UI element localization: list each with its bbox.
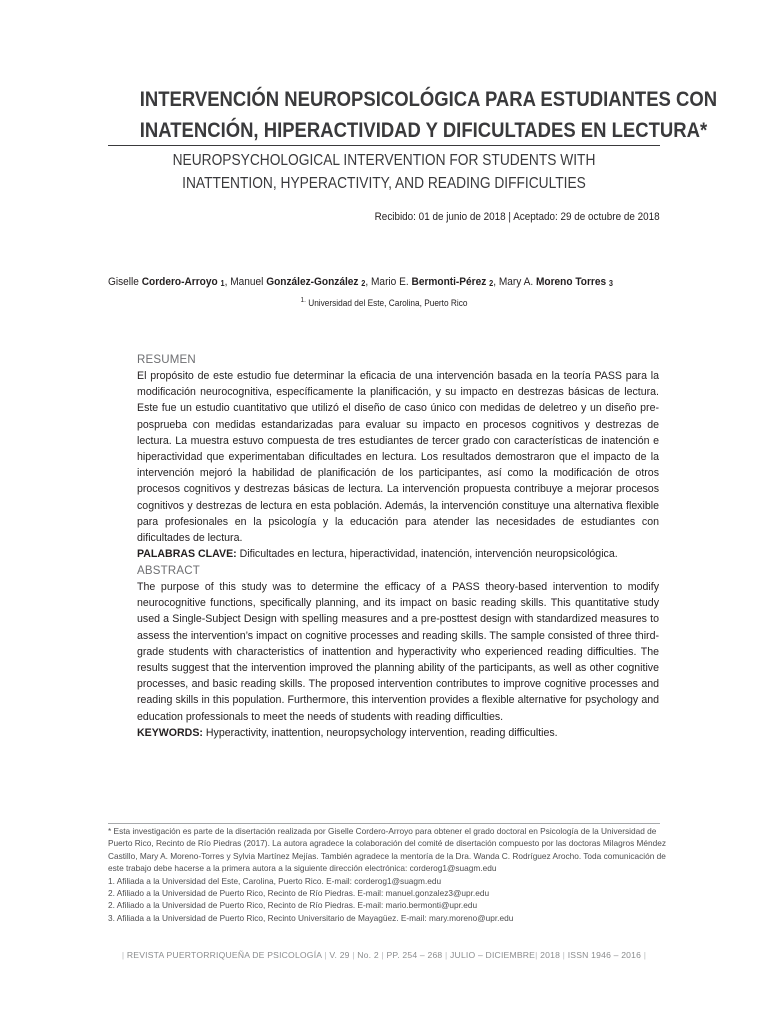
english-title-line-2: INATTENTION, HYPERACTIVITY, AND READING DIFFICULTIES — [182, 175, 586, 192]
footnote-email-link[interactable]: corderog1@suagm.edu — [354, 875, 442, 886]
author-family-name: Cordero-Arroyo — [141, 276, 218, 288]
resumen-heading: RESUMEN — [137, 354, 196, 366]
affiliation-line — [123, 294, 646, 310]
author-affiliation-mark: 3 — [608, 279, 614, 288]
resumen-section — [137, 352, 659, 562]
resumen-keywords — [137, 546, 659, 562]
abstract-body: The purpose of this study was to determine the efficacy of a PASS theory-based intervention to modify neurocognitive functions, specifically planning, and its impact on basic reading skills. This quantitative study used a Single-Subject Design with spelling measures and a pre-posttest design with standardized measures to assess the intervention’s impact on cognitive processes and reading skills. The sample consisted of three third-grade students with characteristics of inattention and hyperactivity who experienced reading difficulties. The results suggest that the intervention improved the planning ability of the participants, as well as other cognitive processes, and basic reading skills. The proposed intervention contributes to improve cognitive processes and reading skills in this population. Furthermore, this intervention provides a flexible alternative for psychology and education professionals to meet the needs of students with reading difficulties. — [137, 581, 659, 723]
author-affiliation-mark: 1 — [220, 279, 225, 288]
author-family-name: Bermonti-Pérez — [411, 276, 487, 288]
author-given-name: Giselle — [108, 276, 139, 288]
footnote-email-link[interactable]: manuel.gonzalez3@upr.edu — [385, 888, 490, 899]
footnote-item — [108, 875, 668, 887]
running-footer: | REVISTA PUERTORRIQUEÑA DE PSICOLOGÍA | V. 29 | No. 2 | PP. 254 – 268 | JULIO – DICIEMBRE| 2018 | ISSN 1946 – 2016 | — [121, 950, 647, 960]
author-affiliation-mark: 2 — [489, 279, 494, 288]
author-given-name: Mario E. — [371, 276, 409, 288]
spanish-title — [139, 84, 718, 146]
footnote-text: 2. Afiliado a la Universidad de Puerto Rico, Recinto de Río Piedras. E-mail: — [108, 888, 386, 899]
journal-volume: V. 29 — [329, 950, 350, 960]
author-family-name: Moreno Torres — [535, 276, 607, 288]
author-given-name: Manuel — [230, 276, 264, 288]
journal-name: REVISTA PUERTORRIQUEÑA DE PSICOLOGÍA — [126, 950, 322, 960]
issn: ISSN 1946 – 2016 — [567, 950, 642, 960]
footnote-text: 1. Afiliada a la Universidad del Este, Carolina, Puerto Rico. E-mail: — [108, 875, 355, 886]
footnote-text: 2. Afiliado a la Universidad de Puerto Rico, Recinto de Río Piedras. E-mail: — [108, 900, 386, 911]
affiliation-text: Universidad del Este, Carolina, Puerto Rico — [308, 298, 468, 308]
footnote-item — [108, 912, 668, 924]
author-list: Giselle Cordero-Arroyo $_1$, Manuel González-González $_2$, Mario E. Bermonti-Pérez $_2$, Mary A. Moreno Torres $_3$ — [108, 276, 614, 288]
footnote-text: 3. Afiliada a la Universidad de Puerto Rico, Recinto Universitario de Mayagüez. E-mail: — [108, 912, 429, 923]
abstract-section — [137, 563, 659, 741]
footnote-item — [108, 887, 668, 899]
author-affiliation-mark: 2 — [361, 279, 366, 288]
spanish-title-line-2: INATENCIÓN, HIPERACTIVIDAD Y DIFICULTADES EN LECTURA* — [139, 118, 708, 142]
footnote-item — [108, 899, 668, 911]
footnote-email-link[interactable]: mario.bermonti@upr.edu — [385, 900, 478, 911]
journal-issue: No. 2 — [357, 950, 379, 960]
abstract-keywords-label: KEYWORDS: — [137, 726, 203, 739]
page-range: PP. 254 – 268 — [386, 950, 443, 960]
footnotes — [108, 825, 668, 924]
affiliation-mark: 1. — [300, 297, 306, 304]
footnote-email-link[interactable]: mary.moreno@upr.edu — [428, 912, 514, 923]
abstract-keywords — [137, 725, 659, 741]
resumen-keywords-label: PALABRAS CLAVE: — [137, 548, 237, 561]
english-title-line-1: NEUROPSYCHOLOGICAL INTERVENTION FOR STUDENTS WITH — [172, 152, 596, 169]
issue-period: JULIO – DICIEMBRE — [450, 950, 536, 960]
author-family-name: González-González — [266, 276, 359, 288]
author-given-name: Mary A. — [498, 276, 534, 288]
spanish-title-line-1: INTERVENCIÓN NEUROPSICOLÓGICA PARA ESTUDIANTES CON — [139, 87, 718, 111]
english-title — [140, 149, 628, 195]
footnote-divider — [108, 823, 660, 824]
title-divider — [108, 145, 660, 146]
abstract-keywords-text: Hyperactivity, inattention, neuropsychology intervention, reading difficulties. — [205, 726, 558, 739]
resumen-body: El propósito de este estudio fue determinar la eficacia de una intervención basada en la teoría PASS para la modificación neurocognitiva, específicamente la planificación, y su impacto en destrezas básicas de lectura. Este fue un estudio cuantitativo que utilizó el diseño de caso único con medidas de deletreo y un diseño pre-posprueba con medidas estandarizadas para evaluar su impacto en procesos cognitivos y destrezas de lectura. La muestra estuvo compuesta de tres estudiantes de tercer grado con características de inatención e hiperactividad que experimentaban dificultades en lectura. Los resultados demostraron que el impacto de la intervención mejoró la habilidad de planificación de los participantes, así como la modificación de otros procesos cognitivos y destrezas básicas de lectura. La intervención propuesta contribuye a mejorar procesos cognitivos y destrezas de lectura en esta población. Además, la intervención constituye una alternativa flexible para profesionales en la psicología y la educación para atender las necesidades de estudiantes con dificultades de lectura. — [137, 370, 659, 545]
footnote-star: * Esta investigación es parte de la disertación realizada por Giselle Cordero-Arroyo para obtener el grado doctoral en Psicología de la Universidad de Puerto Rico, Recinto de Río Piedras (2017). La autora agradece la colaboración del comité de disertación compuesto por las doctoras Milagros Méndez Castillo, Mary A. Moreno-Torres y Sylvia Martínez Mejías. También agradece la mentoría de la Dra. Wanda C. Rodríguez Arocho. Toda comunicación de este trabajo debe hacerse a la primera autora a la siguiente dirección electrónica: corderog1@suagm.edu — [108, 826, 667, 874]
received-accepted-dates: Recibido: 01 de junio de 2018 | Aceptado: 29 de octubre de 2018 — [375, 211, 660, 223]
abstract-heading: ABSTRACT — [137, 565, 200, 577]
resumen-keywords-text: Dificultades en lectura, hiperactividad, inatención, intervención neuropsicológica. — [239, 548, 618, 561]
issue-year: 2018 — [540, 950, 561, 960]
